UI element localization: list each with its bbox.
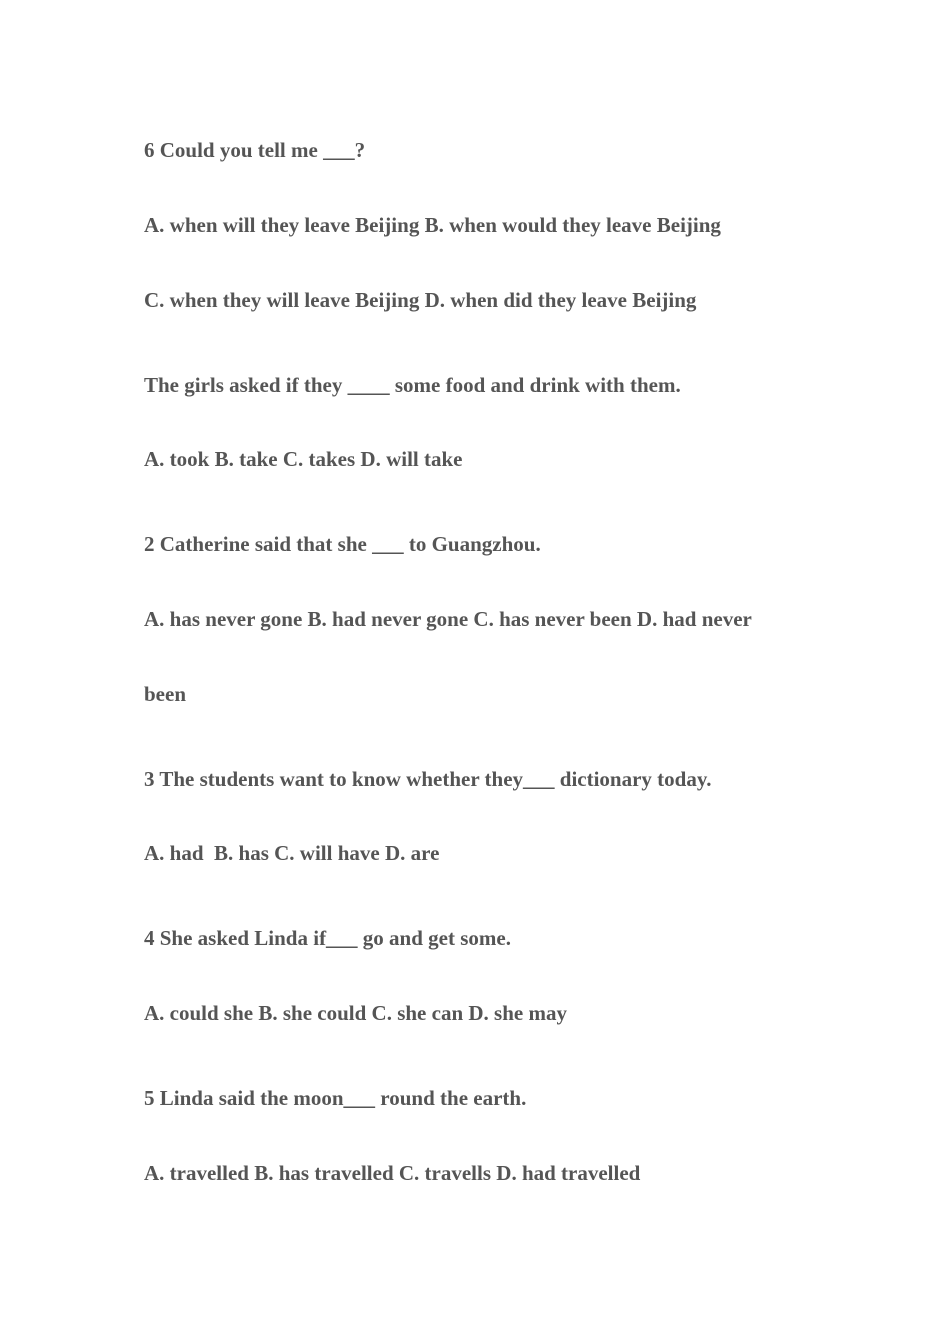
- question-6-stem: 6 Could you tell me ___?: [144, 138, 366, 162]
- question-1-stem: The girls asked if they ____ some food and drink with them.: [144, 373, 681, 397]
- question-2-stem: 2 Catherine said that she ___ to Guangzhou.: [144, 532, 541, 556]
- question-4-stem: 4 She asked Linda if___ go and get some.: [144, 926, 511, 950]
- question-3-options: A. had B. has C. will have D. are: [144, 841, 440, 865]
- question-1-options: A. took B. take C. takes D. will take: [144, 447, 463, 471]
- question-6-options-line-2: C. when they will leave Beijing D. when did they leave Beijing: [144, 288, 697, 312]
- question-6-options-line-1: A. when will they leave Beijing B. when would they leave Beijing: [144, 213, 721, 237]
- question-4-options: A. could she B. she could C. she can D. she may: [144, 1001, 567, 1025]
- question-5-options: A. travelled B. has travelled C. travells D. had travelled: [144, 1161, 641, 1185]
- question-3-stem: 3 The students want to know whether they___ dictionary today.: [144, 767, 712, 791]
- question-2-options-line-1: A. has never gone B. had never gone C. has never been D. had never: [144, 607, 752, 631]
- question-2-options-line-2: been: [144, 682, 186, 706]
- question-5-stem: 5 Linda said the moon___ round the earth.: [144, 1086, 527, 1110]
